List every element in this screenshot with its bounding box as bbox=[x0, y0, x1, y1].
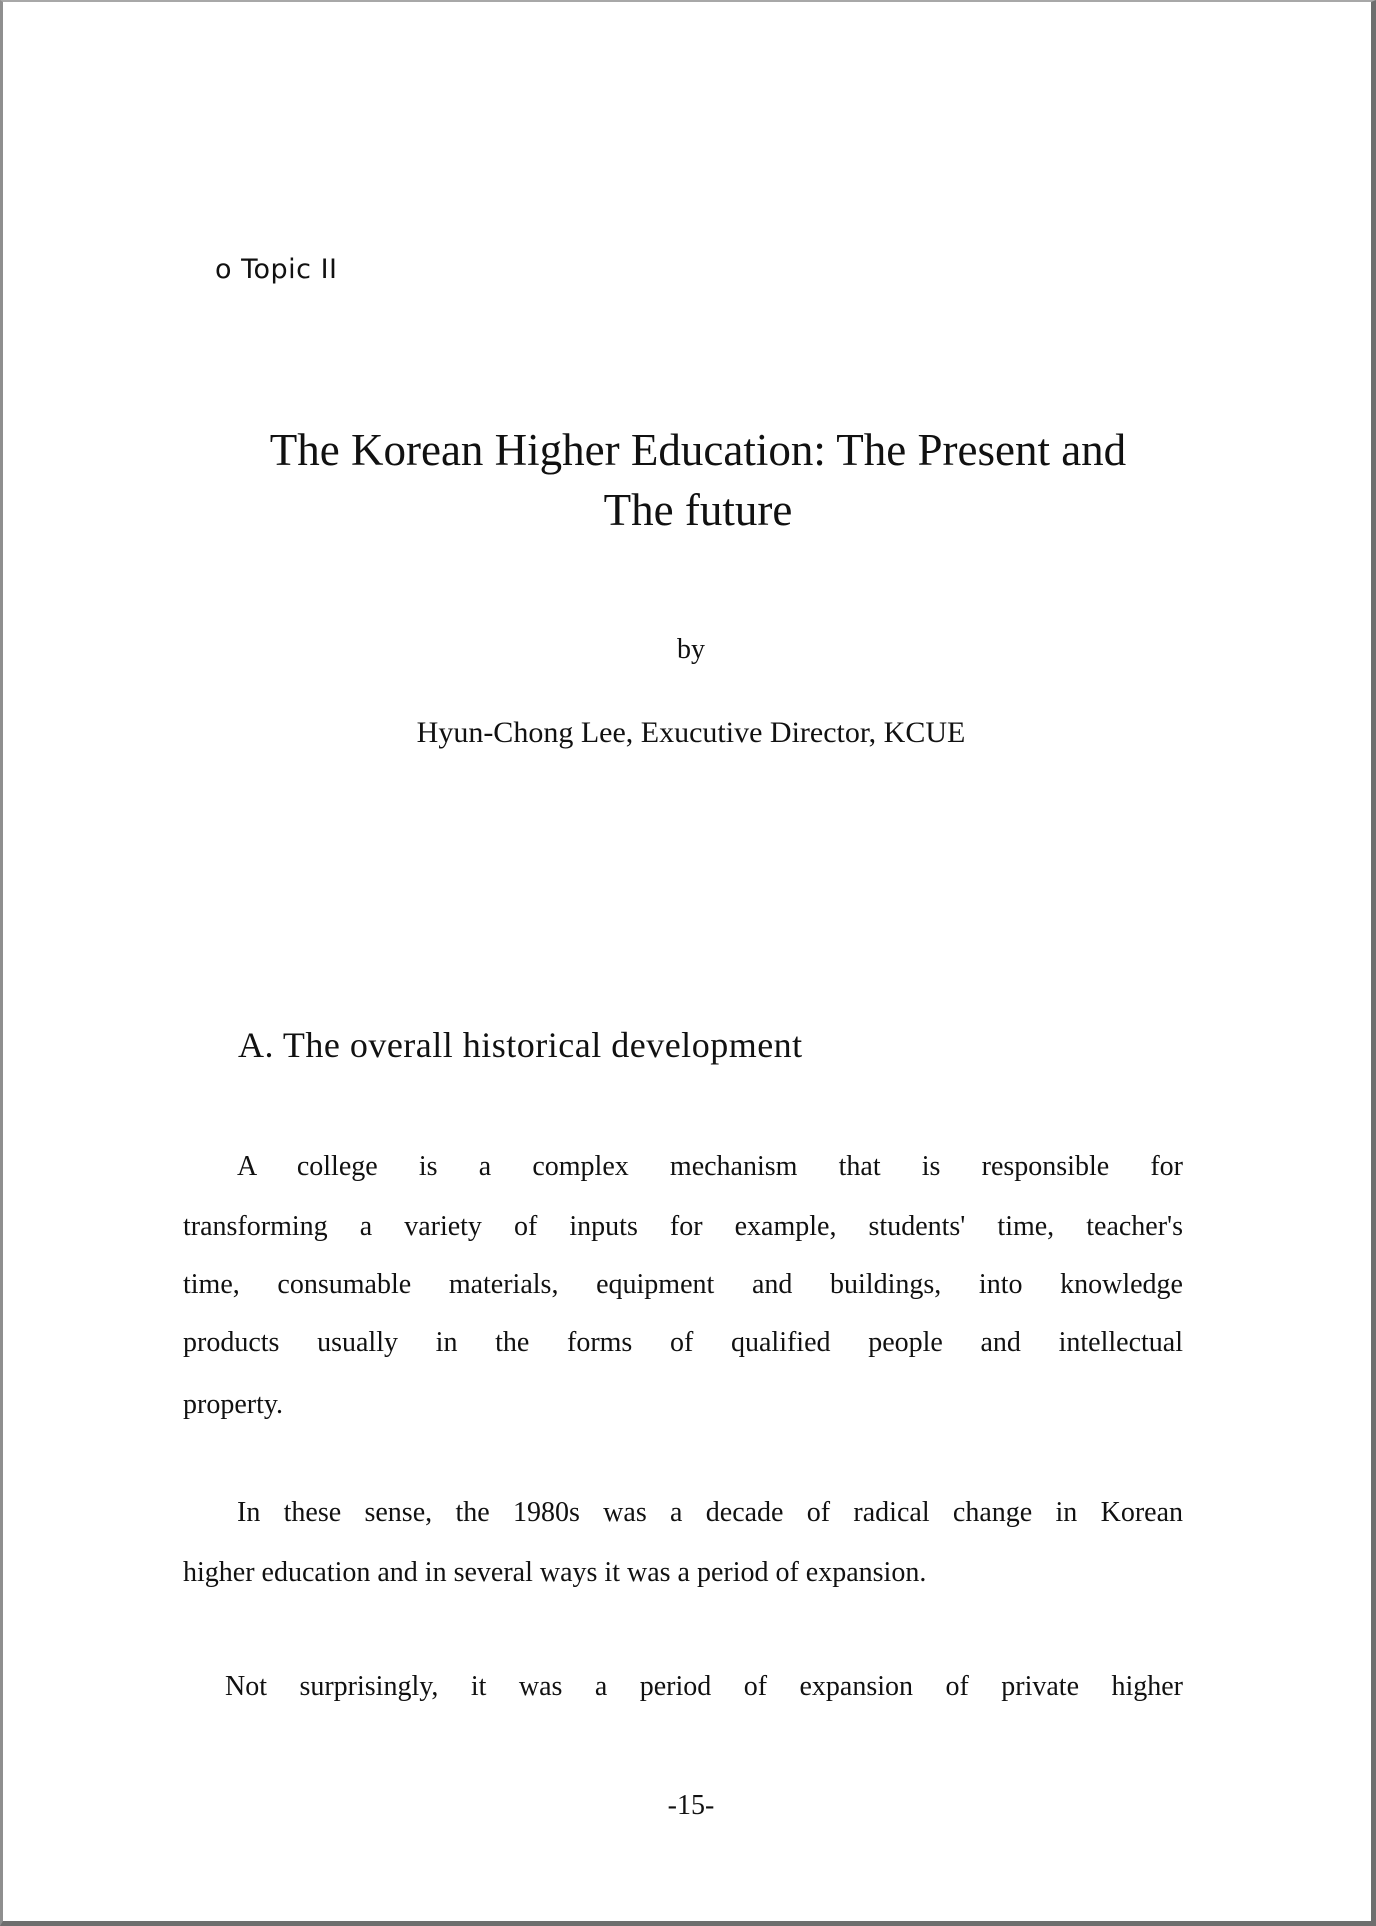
document-title-line-1: The Korean Higher Education: The Present and bbox=[269, 425, 1127, 475]
paragraph-1-line: property. bbox=[183, 1389, 284, 1420]
paragraph-2-line: In these sense, the 1980s was a decade of radical change in Korean bbox=[237, 1497, 1183, 1528]
byline-by: by bbox=[677, 634, 705, 665]
page-number: -15- bbox=[667, 1790, 715, 1821]
author-line: Hyun-Chong Lee, Exucutive Director, KCUE bbox=[416, 716, 966, 749]
section-heading: A. The overall historical development bbox=[238, 1025, 803, 1065]
paragraph-1-line: time, consumable materials, equipment and buildings, into knowledge bbox=[183, 1269, 1183, 1300]
paragraph-1-line: A college is a complex mechanism that is responsible for bbox=[237, 1151, 1183, 1182]
document-title-line-2: The future bbox=[603, 485, 793, 535]
topic-label: o Topic II bbox=[215, 254, 338, 285]
paragraph-1-line: products usually in the forms of qualified people and intellectual bbox=[183, 1327, 1183, 1358]
paragraph-3-line: Not surprisingly, it was a period of expansion of private higher bbox=[225, 1671, 1183, 1702]
paragraph-1-line: transforming a variety of inputs for example, students' time, teacher's bbox=[183, 1211, 1183, 1242]
paragraph-2-line: higher education and in several ways it was a period of expansion. bbox=[183, 1557, 927, 1588]
